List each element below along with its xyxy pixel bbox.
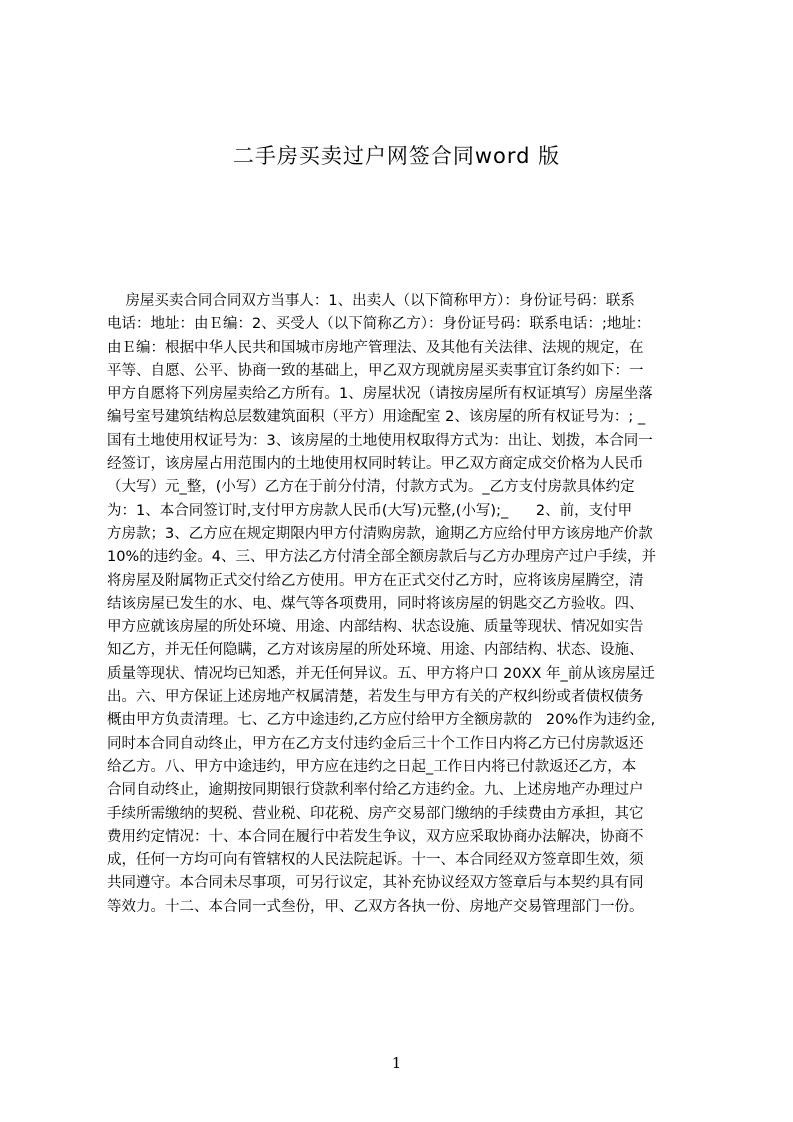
page-number: 1 xyxy=(391,1054,402,1072)
text-line: 出。六、甲方保证上述房地产权属清楚，若发生与甲方有关的产权纠纷或者债权债务 xyxy=(107,689,644,706)
text-line: 给乙方。八、甲方中途违约，甲方应在违约之日起_工作日内将已付款返还乙方，本 xyxy=(107,758,637,775)
text-line: 结该房屋已发生的水、电、煤气等各项费用，同时将该房屋的钥匙交乙方验收。四、 xyxy=(107,595,644,612)
text-line: 方房款；3、乙方应在规定期限内甲方付清购房款，逾期乙方应给付甲方该房地产价款 xyxy=(107,525,653,542)
text-line: 编号室号建筑结构总层数建筑面积（平方）用途配室 2、该房屋的所有权证号为：; _ xyxy=(107,409,646,426)
text-line: 由Ｅ编：根据中华人民共和国城市房地产管理法、及其他有关法律、法规的规定，在 xyxy=(107,339,644,356)
text-line: 房屋买卖合同合同双方当事人：1、出卖人（以下简称甲方）：身份证号码：联系 xyxy=(107,293,635,309)
text-line: 合同自动终止，逾期按同期银行贷款利率付给乙方违约金。九、上述房地产办理过户 xyxy=(107,782,644,799)
text-line: 共同遵守。本合同未尽事项，可另行议定，其补充协议经双方签章后与本契约具有同 xyxy=(107,875,644,892)
text-line: 概由甲方负责清理。七、乙方中途违约,乙方应付给甲方全额房款的 20%作为违约金, xyxy=(107,712,656,729)
text-line: 质量等现状、情况均已知悉，并无任何异议。五、甲方将户口 20XX 年_前从该房屋迁 xyxy=(107,665,655,682)
text-line: 经签订，该房屋占用范围内的土地使用权同时转让。甲乙双方商定成交价格为人民币 xyxy=(107,456,644,473)
text-line: 甲方自愿将下列房屋卖给乙方所有。1、房屋状况（请按房屋所有权证填写）房屋坐落 xyxy=(107,386,653,403)
text-line: 平等、自愿、公平、协商一致的基础上，甲乙双方现就房屋买卖事宜订条约如下：一 xyxy=(107,362,644,379)
document-title: 二手房买卖过户网签合同word 版 xyxy=(232,144,561,168)
text-line: 电话：地址：由Ｅ编：2、买受人（以下简称乙方）：身份证号码：联系电话：;地址： xyxy=(107,316,651,333)
text-line: 知乙方，并无任何隐瞒，乙方对该房屋的所处环境、用途、内部结构、状态、设施、 xyxy=(107,642,644,659)
text-line: 国有土地使用权证号为：3、该房屋的土地使用权取得方式为：出让、划拨，本合同一 xyxy=(107,432,653,449)
text-line: 同时本合同自动终止，甲方在乙方支付违约金后三十个工作日内将乙方已付房款返还 xyxy=(107,735,644,752)
text-line: 等效力。十二、本合同一式叁份，甲、乙双方各执一份、房地产交易管理部门一份。 xyxy=(107,898,644,915)
contract-body xyxy=(107,290,697,919)
text-line: 甲方应就该房屋的所处环境、用途、内部结构、状态设施、质量等现状、情况如实告 xyxy=(107,619,644,636)
text-line: （大写）元_整，(小写）乙方在于前分付清，付款方式为。_乙方支付房款具体约定 xyxy=(107,479,635,496)
text-line: 为：1、本合同签订时,支付甲方房款人民币(大写)元整,(小写);_ 2、前，支付甲 xyxy=(107,502,633,519)
text-line: 成，任何一方均可向有管辖权的人民法院起诉。十一、本合同经双方签章即生效，须 xyxy=(107,852,644,869)
text-line: 10%的违约金。4、三、甲方法乙方付清全部全额房款后与乙方办理房产过户手续，并 xyxy=(107,549,656,566)
text-line: 费用约定情况：十、本合同在履行中若发生争议，双方应采取协商办法解决，协商不 xyxy=(107,828,644,845)
text-line: 手续所需缴纳的契税、营业税、印花税、房产交易部门缴纳的手续费由方承担，其它 xyxy=(107,805,644,822)
text-line: 将房屋及附属物正式交付给乙方使用。甲方在正式交付乙方时，应将该房屋腾空，清 xyxy=(107,572,644,589)
